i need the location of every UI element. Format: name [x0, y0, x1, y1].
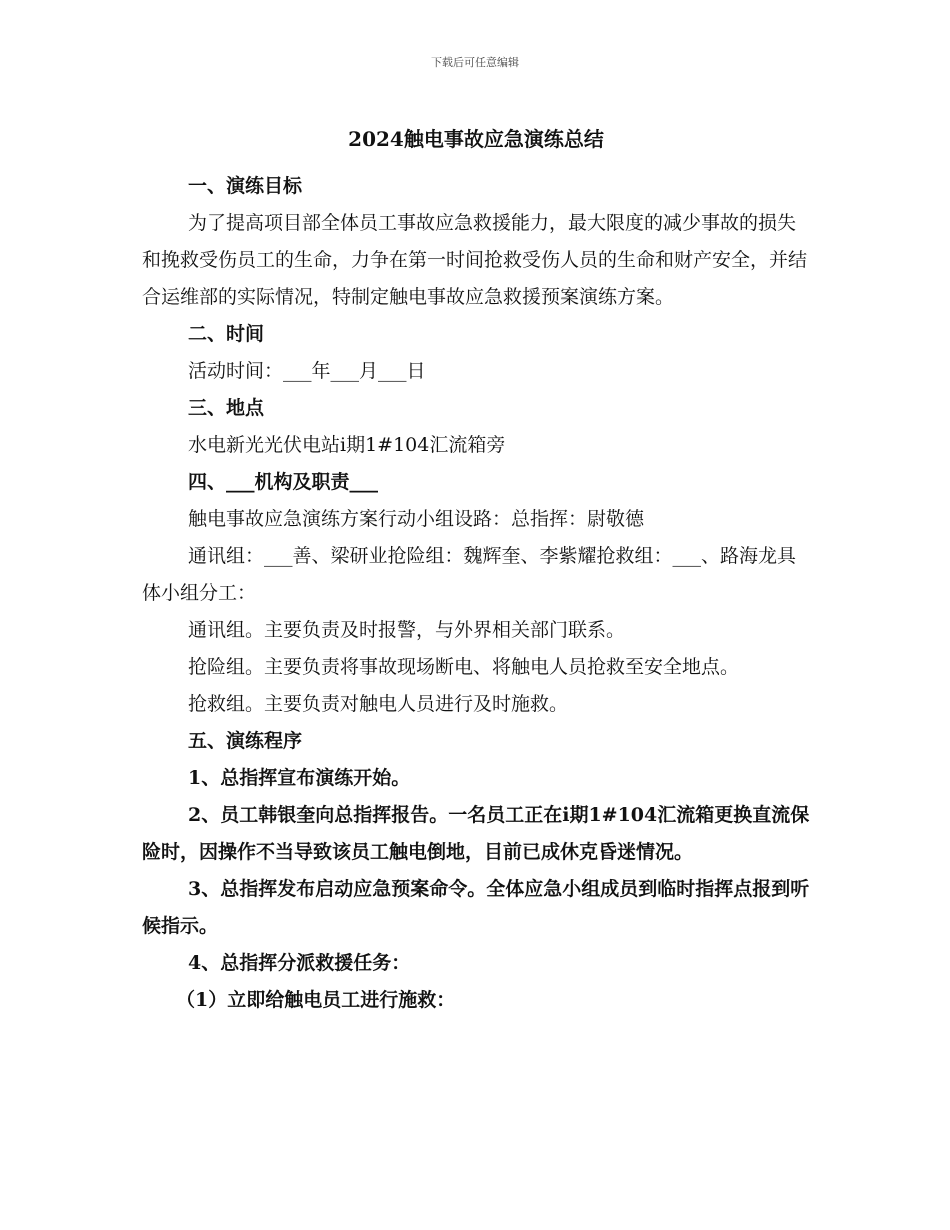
section-5-step-1: 1、总指挥宣布演练开始。	[188, 767, 411, 789]
section-4-line-1: 触电事故应急演练方案行动小组设路：总指挥：尉敬德	[188, 508, 645, 530]
section-1-heading: 一、演练目标	[188, 175, 303, 197]
section-4-line-4: 抢险组。主要负责将事故现场断电、将触电人员抢救至安全地点。	[188, 656, 740, 678]
header-note: 下载后可任意编辑	[431, 56, 519, 69]
section-1-body: 为了提高项目部全体员工事故应急救援能力，最大限度的减少事故的损失和挽救受伤员工的生命，力争在第一时间抢救受伤人员的生命和财产安全，并结合运维部的实际情况，特制定触电事故应急救援预案演练方案。	[142, 212, 808, 308]
section-5-step-4: 4、总指挥分派救援任务：	[188, 952, 411, 974]
section-4-heading: 四、___机构及职责___	[188, 471, 379, 493]
document-title: 2024触电事故应急演练总结	[348, 127, 604, 151]
document-body	[142, 120, 810, 1019]
section-4-line-2: 通讯组：___善、梁研业抢险组：魏辉奎、李紫耀抢救组：___、路海龙具体小组分工：	[142, 545, 797, 604]
section-4-line-3: 通讯组。主要负责及时报警，与外界相关部门联系。	[188, 619, 626, 641]
section-5-heading: 五、演练程序	[188, 730, 303, 752]
section-2-heading: 二、时间	[188, 323, 265, 345]
section-5-step-3: 3、总指挥发布启动应急预案命令。全体应急小组成员到临时指挥点报到听候指示。	[142, 878, 810, 937]
section-3-heading: 三、地点	[188, 397, 265, 419]
section-5-step-2: 2、员工韩银奎向总指挥报告。一名员工正在i期1#104汇流箱更换直流保险时，因操作不当导致该员工触电倒地，目前已成休克昏迷情况。	[142, 804, 810, 863]
section-3-body: 水电新光光伏电站i期1#104汇流箱旁	[188, 434, 506, 456]
section-4-line-5: 抢救组。主要负责对触电人员进行及时施救。	[188, 693, 569, 715]
section-5-step-4-1: （1）立即给触电员工进行施救：	[176, 989, 456, 1011]
section-2-body: 活动时间：___年___月___日	[188, 360, 426, 382]
